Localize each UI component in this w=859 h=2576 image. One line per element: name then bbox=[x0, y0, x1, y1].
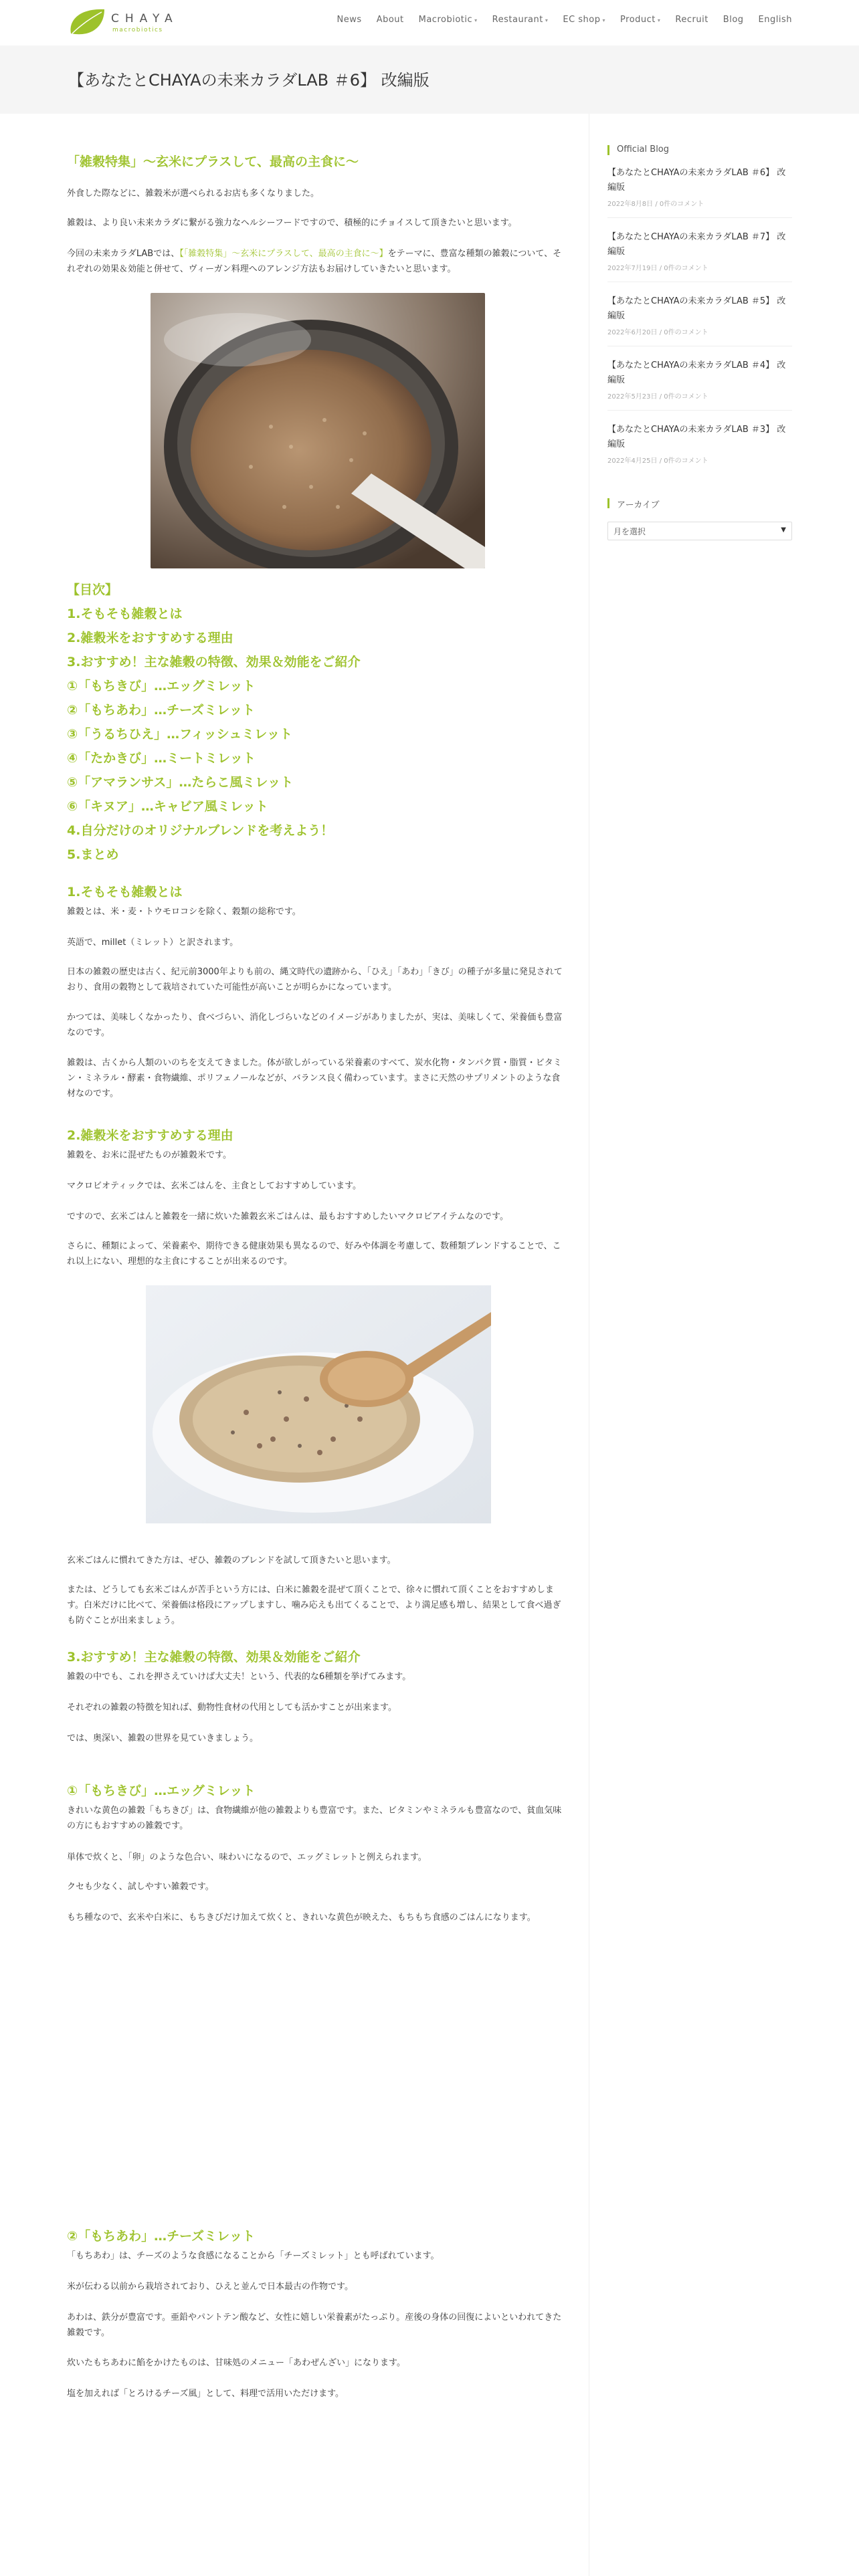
section-1-paragraph: かつては、美味しくなかったり、食べづらい、消化しづらいなどのイメージがありましたが、実は、美味しくて、栄養価も豊富なのです。 bbox=[67, 1012, 563, 1038]
sidebar-post-title[interactable]: 【あなたとCHAYAの未来カラダLAB ＃5】 改編版 bbox=[607, 296, 786, 321]
toc-item[interactable]: ④「たかきび」…ミートミレット bbox=[67, 751, 256, 766]
section-2-paragraph: 雑穀を、お米に混ぜたものが雑穀米です。 bbox=[67, 1150, 231, 1160]
sidebar-post-title[interactable]: 【あなたとCHAYAの未来カラダLAB ＃4】 改編版 bbox=[607, 360, 786, 385]
official-blog-heading: Official Blog bbox=[607, 144, 669, 154]
millet-2-paragraph: あわは、鉄分が豊富です。亜鉛やパントテン酸など、女性に嬉しい栄養素がたっぷり。産後の身体の回復によいといわれてきた雑穀です。 bbox=[67, 2313, 562, 2338]
nav-english[interactable]: English bbox=[758, 15, 792, 25]
sidebar-post-title[interactable]: 【あなたとCHAYAの未来カラダLAB ＃7】 改編版 bbox=[607, 232, 786, 257]
sidebar-post[interactable] bbox=[607, 358, 792, 411]
section-1-paragraph: 英語で、millet（ミレット）と訳されます。 bbox=[67, 938, 239, 948]
section-1-paragraph: 日本の雑穀の歴史は古く、紀元前3000年よりも前の、縄文時代の遺跡から、「ひえ」「あわ」「きび」の種子が多量に発見されており、食用の穀物として栽培されていた可能性が高いことが明らかになっています。 bbox=[67, 967, 563, 992]
nav-product[interactable]: Product ▾ bbox=[620, 15, 661, 25]
toc-item[interactable]: ⑤「アマランサス」…たらこ風ミレット bbox=[67, 775, 294, 790]
toc-item[interactable]: ②「もちあわ」…チーズミレット bbox=[67, 703, 255, 718]
lead-heading: 「雑穀特集」〜玄米にプラスして、最高の主食に〜 bbox=[67, 154, 359, 169]
archive-heading: アーカイブ bbox=[607, 498, 660, 510]
section-3-paragraph: 雑穀の中でも、これを押さえていけば大丈夫！という、代表的な6種類を挙げてみます。 bbox=[67, 1672, 411, 1682]
section-1-paragraph: 雑穀とは、米・麦・トウモロコシを除く、穀類の総称です。 bbox=[67, 907, 301, 917]
millet-2-paragraph: 塩を加えれば「とろけるチーズ風」として、料理で活用いただけます。 bbox=[67, 2389, 345, 2399]
toc-heading: 【目次】 bbox=[67, 582, 118, 597]
section-2-paragraph: ですので、玄米ごはんと雑穀を一緒に炊いた雑穀玄米ごはんは、最もおすすめしたいマクロビアイテムなのです。 bbox=[67, 1212, 509, 1222]
leaf-logo-icon bbox=[67, 7, 107, 37]
toc-item[interactable]: ⑥「キヌア」…キャビア風ミレット bbox=[67, 799, 268, 814]
sidebar-post-title[interactable]: 【あなたとCHAYAの未来カラダLAB ＃3】 改編版 bbox=[607, 425, 786, 449]
toc-item[interactable]: ①「もちきび」…エッグミレット bbox=[67, 679, 256, 693]
mixed-grains-image bbox=[146, 1285, 491, 1523]
intro-paragraph-3: 今回の未来カラダLABでは、【「雑穀特集」〜玄米にプラスして、最高の主食に〜】をテーマに、豊富な種類の雑穀について、それぞれの効果＆効能と併せて、ヴィーガン料理へのアレンジ方法もお届けしていきたいと思います。 bbox=[67, 249, 562, 274]
chevron-down-icon: ▾ bbox=[545, 17, 549, 23]
page-title: 【あなたとCHAYAの未来カラダLAB ＃6】 改編版 bbox=[68, 71, 430, 90]
chevron-down-icon: ▾ bbox=[602, 17, 606, 23]
logo-text: CHAYA bbox=[111, 12, 179, 25]
toc-item[interactable]: 4.自分だけのオリジナルブレンドを考えよう！ bbox=[67, 823, 334, 838]
section-3-paragraph: では、奥深い、雑穀の世界を見ていきましょう。 bbox=[67, 1733, 259, 1743]
section-3-paragraph: それぞれの雑穀の特徴を知れば、動物性食材の代用としても活かすことが出来ます。 bbox=[67, 1703, 397, 1713]
sidebar-post[interactable] bbox=[607, 230, 792, 282]
section-heading-3: 3.おすすめ！主な雑穀の特徴、効果＆効能をご紹介 bbox=[67, 1650, 361, 1665]
sidebar-post[interactable] bbox=[607, 294, 792, 346]
nav-blog[interactable]: Blog bbox=[723, 15, 744, 25]
toc-item[interactable]: 5.まとめ bbox=[67, 847, 119, 862]
sidebar-post[interactable] bbox=[607, 166, 792, 218]
section-2-paragraph: さらに、種類によって、栄養素や、期待できる健康効果も異なるので、好みや体調を考慮して、数種類ブレンドすることで、これ以上にない、理想的な主食にすることが出来るのです。 bbox=[67, 1241, 561, 1267]
nav-news[interactable]: News bbox=[337, 15, 362, 25]
theme-link[interactable]: 【「雑穀特集」〜玄米にプラスして、最高の主食に〜】 bbox=[179, 249, 388, 259]
chevron-down-icon: ▾ bbox=[474, 17, 478, 23]
site-logo[interactable] bbox=[67, 7, 201, 37]
intro-paragraph-2: 雑穀は、より良い未来カラダに繋がる強力なヘルシーフードですので、積極的にチョイスして頂きたいと思います。 bbox=[67, 218, 517, 228]
section-2-paragraph: 玄米ごはんに慣れてきた方は、ぜひ、雑穀のブレンドを試して頂きたいと思います。 bbox=[67, 1555, 396, 1566]
chevron-down-icon: ▼ bbox=[781, 526, 786, 534]
section-heading-1: 1.そもそも雑穀とは bbox=[67, 885, 183, 899]
nav-macrobiotic[interactable]: Macrobiotic ▾ bbox=[418, 15, 478, 25]
millet-heading-2: ②「もちあわ」…チーズミレット bbox=[67, 2229, 255, 2244]
nav-about[interactable]: About bbox=[376, 15, 404, 25]
millet-1-paragraph: 単体で炊くと、「卵」のような色合い、味わいになるので、エッグミレットと例えられます。 bbox=[67, 1852, 427, 1862]
toc-item[interactable]: 1.そもそも雑穀とは bbox=[67, 607, 183, 621]
main-nav bbox=[322, 15, 792, 25]
title-band bbox=[0, 45, 859, 114]
sidebar-post-meta: 2022年4月25日 / 0件のコメント bbox=[607, 457, 708, 465]
toc-item[interactable]: ③「うるちひえ」…フィッシュミレット bbox=[67, 727, 292, 742]
chevron-down-icon: ▾ bbox=[657, 17, 661, 23]
section-1-paragraph: 雑穀は、古くから人類のいのちを支えてきました。体が欲しがっている栄養素のすべて、炭水化物・タンパク質・脂質・ビタミン・ミネラル・酵素・食物繊維、ポリフェノールなどが、バランス良く備わっています。まさに天然のサプリメントのような食材なのです。 bbox=[67, 1058, 562, 1099]
millet-1-paragraph: クセも少なく、試しやすい雑穀です。 bbox=[67, 1882, 214, 1892]
millet-2-paragraph: 炊いたもちあわに餡をかけたものは、甘味処のメニュー「あわぜんざい」になります。 bbox=[67, 2358, 405, 2368]
logo-subtext: macrobiotics bbox=[112, 27, 163, 33]
millet-heading-1: ①「もちきび」…エッグミレット bbox=[67, 1784, 256, 1798]
toc-item[interactable]: 2.雑穀米をおすすめする理由 bbox=[67, 631, 233, 645]
section-2-paragraph: マクロビオティックでは、玄米ごはんを、主食としておすすめしています。 bbox=[67, 1181, 362, 1191]
toc-item[interactable]: 3.おすすめ！主な雑穀の特徴、効果＆効能をご紹介 bbox=[67, 655, 361, 669]
section-2-paragraph: または、どうしても玄米ごはんが苦手という方には、白米に雑穀を混ぜて頂くことで、徐々に慣れて頂くことをおすすめします。白米だけに比べて、栄養価は格段にアップしますし、噛み応えも出てくることで、より満足感も増し、結果として食べ過ぎも防ぐことが出来ましょう。 bbox=[67, 1585, 561, 1626]
site-header bbox=[0, 0, 859, 45]
millet-1-paragraph: もち種なので、玄米や白米に、もちきびだけ加えて炊くと、きれいな黄色が映えた、もちもち食感のごはんになります。 bbox=[67, 1913, 536, 1923]
nav-recruit[interactable]: Recruit bbox=[675, 15, 708, 25]
millet-1-paragraph: きれいな黄色の雑穀「もちきび」は、食物繊維が他の雑穀よりも豊富です。また、ビタミンやミネラルも豊富なので、貧血気味の方にもおすすめの雑穀です。 bbox=[67, 1806, 562, 1831]
intro-paragraph-1: 外食した際などに、雑穀米が選べられるお店も多くなりました。 bbox=[67, 189, 320, 199]
sidebar-post-meta: 2022年5月23日 / 0件のコメント bbox=[607, 393, 708, 401]
nav-restaurant[interactable]: Restaurant ▾ bbox=[492, 15, 549, 25]
sidebar-post-meta: 2022年6月20日 / 0件のコメント bbox=[607, 329, 708, 336]
millet-2-paragraph: 「もちあわ」は、チーズのような食感になることから「チーズミレット」とも呼ばれています。 bbox=[67, 2251, 440, 2261]
sidebar-post-meta: 2022年7月19日 / 0件のコメント bbox=[607, 265, 708, 272]
sidebar-post[interactable] bbox=[607, 423, 792, 475]
nav-ec-shop[interactable]: EC shop ▾ bbox=[563, 15, 606, 25]
millet-2-paragraph: 米が伝わる以前から栽培されており、ひえと並んで日本最古の作物です。 bbox=[67, 2282, 353, 2292]
section-heading-2: 2.雑穀米をおすすめする理由 bbox=[67, 1128, 233, 1143]
sidebar-post-title[interactable]: 【あなたとCHAYAの未来カラダLAB ＃6】 改編版 bbox=[607, 168, 786, 193]
rice-pot-image bbox=[151, 293, 485, 568]
sidebar-post-meta: 2022年8月8日 / 0件のコメント bbox=[607, 201, 704, 208]
archive-month-select[interactable]: 月を選択 ▼ bbox=[607, 522, 792, 540]
